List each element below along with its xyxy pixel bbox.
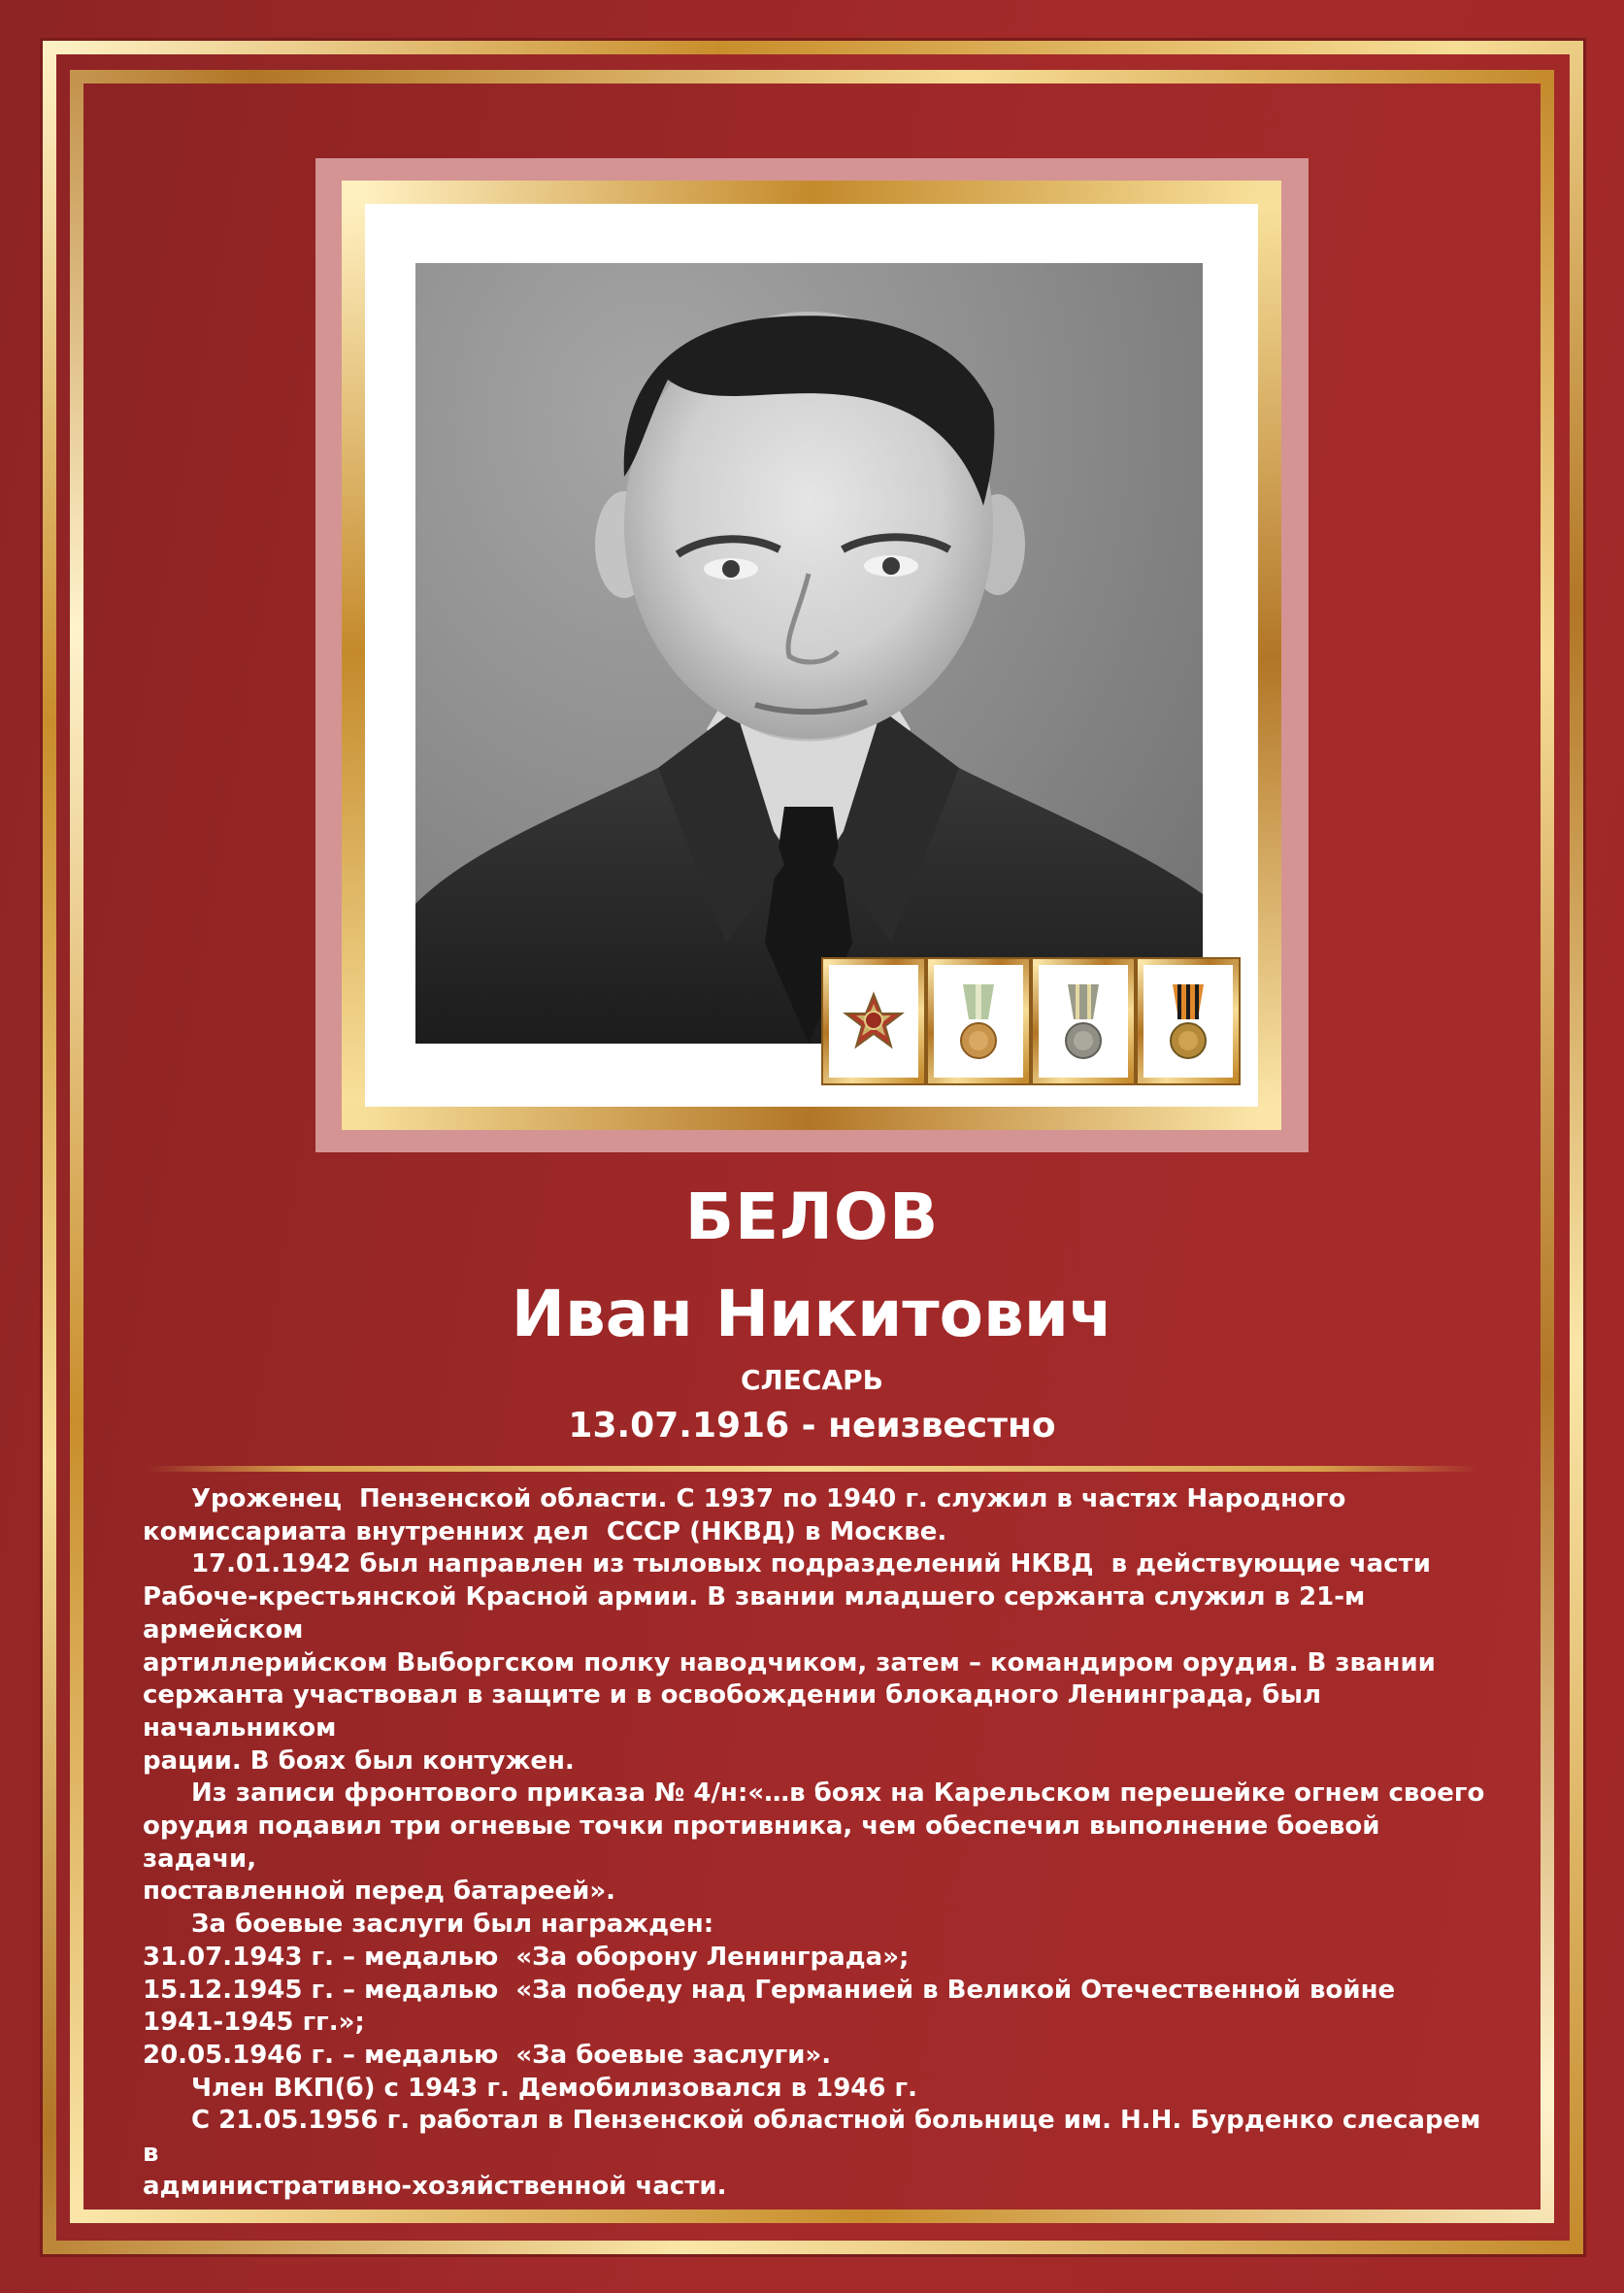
surname: БЕЛОВ bbox=[684, 1180, 940, 1254]
order-patriotic-war-icon bbox=[823, 959, 924, 1083]
biography-line: сержанта участвовал в защите и в освобождении блокадного Ленинграда, был начальником bbox=[143, 1680, 1331, 1743]
medal-combat-merit-icon bbox=[1033, 959, 1134, 1083]
biography-line: 17.01.1942 был направлен из тыловых подразделений НКВД в действующие части bbox=[191, 1549, 1431, 1579]
biography-line: 1941-1945 гг.»; bbox=[143, 2008, 365, 2038]
biography-line: административно-хозяйственной части. bbox=[143, 2171, 727, 2201]
biography-text bbox=[143, 1483, 1502, 2203]
biography-line: Рабоче-крестьянской Красной армии. В звании младшего сержанта служил в 21-м армейском bbox=[143, 1582, 1375, 1645]
gold-divider bbox=[146, 1466, 1478, 1472]
man-portrait-photo bbox=[415, 263, 1203, 1044]
given-name: Иван Никитович bbox=[511, 1277, 1113, 1351]
life-dates: 13.07.1916 - неизвестно bbox=[568, 1406, 1056, 1446]
biography-line: Уроженец Пензенской области. С 1937 по 1940 г. служил в частях Народного bbox=[191, 1484, 1346, 1513]
biography-line: Член ВКП(б) с 1943 г. Демобилизовался в 1946 г. bbox=[191, 2073, 917, 2103]
biography-line: 20.05.1946 г. – медалью «За боевые заслуги». bbox=[143, 2040, 832, 2070]
biography-line: С 21.05.1956 г. работал в Пензенской областной больнице им. Н.Н. Бурденко слесарем в bbox=[143, 2106, 1490, 2169]
biography-line: артиллерийском Выборгском полку наводчиком, затем – командиром орудия. В звании bbox=[143, 1647, 1436, 1678]
biography-line: поставленной перед батареей». bbox=[143, 1877, 616, 1907]
biography-line: орудия подавил три огневые точки противника, чем обеспечил выполнение боевой задачи, bbox=[143, 1811, 1389, 1874]
medal-victory-germany-icon bbox=[1138, 959, 1239, 1083]
biography-line: комиссариата внутренних дел СССР (НКВД) в Москве. bbox=[143, 1516, 947, 1546]
biography-line: рации. В боях был контужен. bbox=[143, 1745, 575, 1776]
biography-line: Из записи фронтового приказа № 4/н:«…в боях на Карельском перешейке огнем своего bbox=[191, 1778, 1485, 1809]
biography-line: За боевые заслуги был награжден: bbox=[191, 1910, 714, 1940]
medal-defense-leningrad-icon bbox=[928, 959, 1029, 1083]
biography-line: 31.07.1943 г. – медалью «За оборону Ленинграда»; bbox=[143, 1942, 910, 1972]
profession: СЛЕСАРЬ bbox=[740, 1364, 883, 1396]
biography-line: 15.12.1945 г. – медалью «За победу над Германией в Великой Отечественной войне bbox=[143, 1975, 1396, 2005]
